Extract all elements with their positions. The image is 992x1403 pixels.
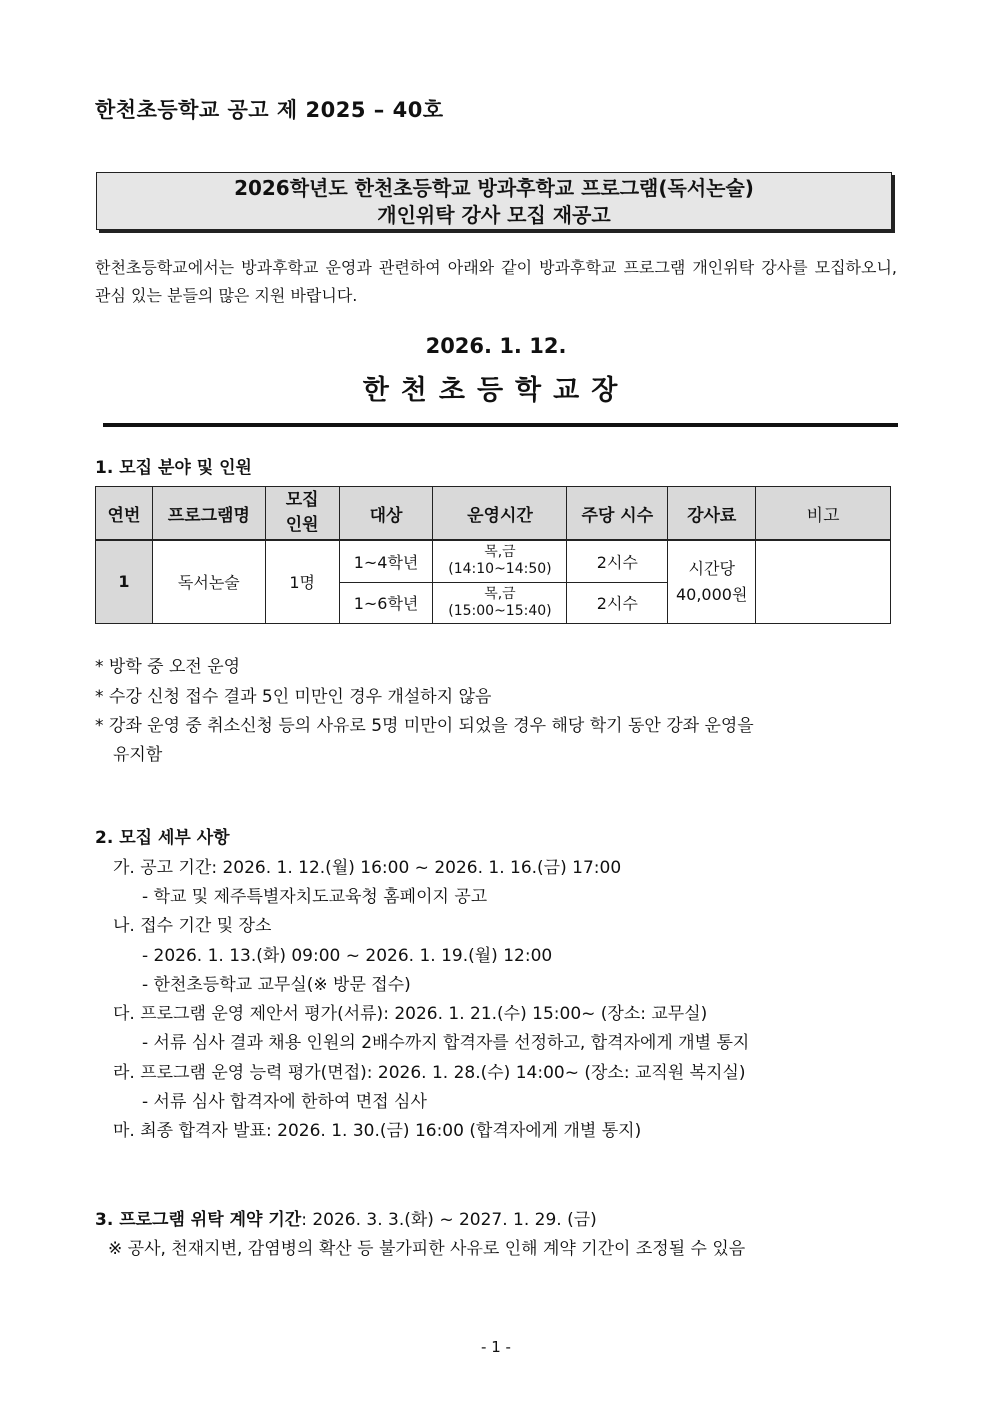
section1-heading: 1. 모집 분야 및 인원 xyxy=(95,458,252,478)
title-box xyxy=(96,172,892,230)
section3-heading: 3. 프로그램 위탁 계약 기간 xyxy=(95,1210,302,1230)
notice-date: 2026. 1. 12. xyxy=(425,334,567,358)
time-range: (15:00~15:40) xyxy=(448,602,552,619)
title-line-2: 개인위탁 강사 모집 재공고 xyxy=(377,203,611,227)
header-time: 운영시간 xyxy=(433,487,567,541)
notice-number: 한천초등학교 공고 제 2025 – 40호 xyxy=(95,98,444,122)
title-line-1: 2026학년도 한천초등학교 방과후학교 프로그램(독서논술) xyxy=(234,176,754,200)
principal-signature: 한천초등학교장 xyxy=(362,375,630,406)
cell-target: 1~4학년 xyxy=(339,540,433,582)
cell-count: 1명 xyxy=(265,540,339,623)
note-line: * 수강 신청 접수 결과 5인 미만인 경우 개설하지 않음 xyxy=(95,687,492,707)
detail-line: - 2026. 1. 13.(화) 09:00 ~ 2026. 1. 19.(월) 12:00 xyxy=(142,946,553,966)
note-line: 유지함 xyxy=(113,745,163,765)
header-fee: 강사료 xyxy=(668,487,756,541)
detail-line: - 서류 심사 결과 채용 인원의 2배수까지 합격자를 선정하고, 합격자에게 개별 통지 xyxy=(142,1033,750,1053)
table-header-row xyxy=(96,487,891,541)
intro-paragraph: 한천초등학교에서는 방과후학교 운영과 관련하여 아래와 같이 방과후학교 프로그램 개인위탁 강사를 모집하오니, 관심 있는 분들의 많은 지원 바랍니다. xyxy=(95,258,897,305)
header-remark: 비고 xyxy=(756,487,891,541)
section3-row xyxy=(95,1205,597,1230)
table-row xyxy=(96,540,891,582)
detail-line: 마. 최종 합격자 발표: 2026. 1. 30.(금) 16:00 (합격자에게 개별 통지) xyxy=(113,1121,642,1141)
cell-hours: 2시수 xyxy=(567,582,668,623)
detail-line: - 학교 및 제주특별자치도교육청 홈페이지 공고 xyxy=(142,887,488,907)
contract-note: ※ 공사, 천재지변, 감염병의 확산 등 불가피한 사유로 인해 계약 기간이 조정될 수 있음 xyxy=(108,1239,746,1259)
time-range: (14:10~14:50) xyxy=(448,561,552,578)
page-number: - 1 - xyxy=(481,1338,511,1356)
header-program: 프로그램명 xyxy=(152,487,265,541)
time-days: 목,금 xyxy=(484,585,516,602)
detail-line: 다. 프로그램 운영 제안서 평가(서류): 2026. 1. 21.(수) 15:00~ (장소: 교무실) xyxy=(113,1004,708,1024)
cell-time xyxy=(433,582,567,623)
cell-target: 1~6학년 xyxy=(339,582,433,623)
note-line: * 방학 중 오전 운영 xyxy=(95,657,241,677)
cell-remark xyxy=(756,540,891,623)
section2-heading: 2. 모집 세부 사항 xyxy=(95,828,230,848)
cell-time xyxy=(433,540,567,582)
detail-line: 나. 접수 기간 및 장소 xyxy=(113,916,272,936)
note-line: * 강좌 운영 중 취소신청 등의 사유로 5명 미만이 되었을 경우 해당 학기 동안 강좌 운영을 xyxy=(95,716,754,736)
detail-line: - 서류 심사 합격자에 한하여 면접 심사 xyxy=(142,1092,427,1112)
divider xyxy=(103,423,898,427)
cell-fee: 시간당 40,000원 xyxy=(668,540,756,623)
cell-no: 1 xyxy=(96,540,153,623)
header-hours: 주당 시수 xyxy=(567,487,668,541)
detail-line: 가. 공고 기간: 2026. 1. 12.(월) 16:00 ~ 2026. 1. 16.(금) 17:00 xyxy=(113,858,622,878)
detail-line: 라. 프로그램 운영 능력 평가(면접): 2026. 1. 28.(수) 14:00~ (장소: 교직원 복지실) xyxy=(113,1063,746,1083)
cell-hours: 2시수 xyxy=(567,540,668,582)
detail-line: - 한천초등학교 교무실(※ 방문 접수) xyxy=(142,975,411,995)
recruit-table xyxy=(95,486,891,624)
header-count: 모집 인원 xyxy=(265,487,339,541)
contract-period: : 2026. 3. 3.(화) ~ 2027. 1. 29. (금) xyxy=(301,1210,597,1230)
cell-program: 독서논술 xyxy=(152,540,265,623)
header-no: 연번 xyxy=(96,487,153,541)
time-days: 목,금 xyxy=(484,544,516,561)
header-target: 대상 xyxy=(339,487,433,541)
